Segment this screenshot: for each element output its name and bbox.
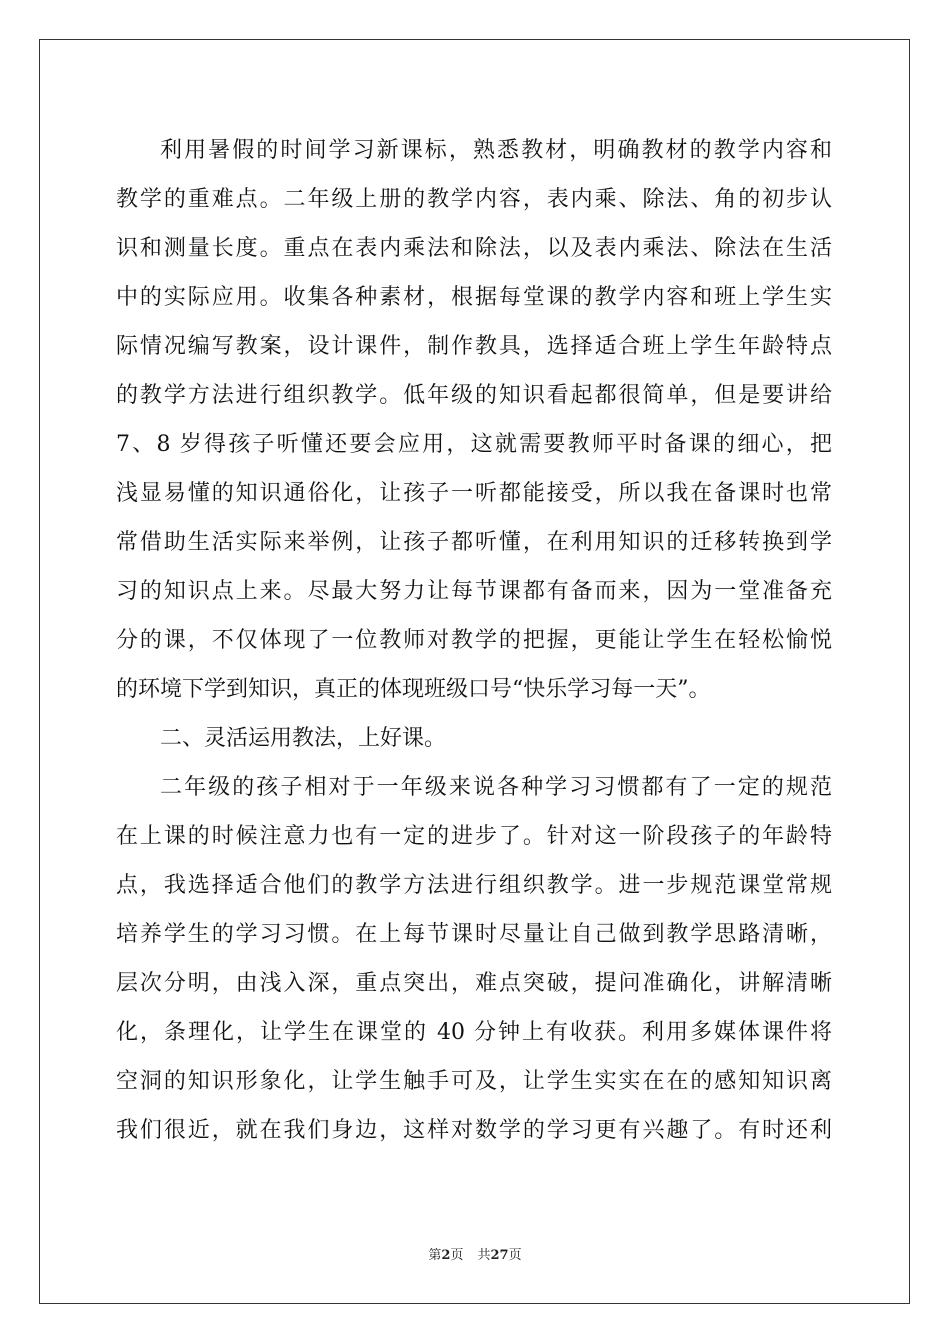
text-line: 中的实际应用。收集各种素材，根据每堂课的教学内容和班上学生实 (116, 285, 832, 310)
text-line: 空洞的知识形象化，让学生触手可及，让学生实实在在的感知知识离 (116, 1069, 832, 1094)
text-line: 的环境下学到知识，真正的体现班级口号“快乐学习每一天”。 (116, 677, 711, 702)
text-line: 我们很近，就在我们身边，这样对数学的学习更有兴趣了。有时还利 (116, 1118, 832, 1143)
page-prefix: 第 (428, 1248, 442, 1263)
text-line: 分的课，不仅体现了一位教师对教学的把握，更能让学生在轻松愉悦 (116, 628, 832, 653)
text-line: 的教学方法进行组织教学。低年级的知识看起都很简单，但是要讲给 (116, 383, 832, 408)
text-line: 在上课的时候注意力也有一定的进步了。针对这一阶段孩子的年龄特 (116, 824, 832, 849)
text-line: 化，条理化，让学生在课堂的 40 分钟上有收获。利用多媒体课件将 (116, 1020, 832, 1045)
page-suffix: 页 (450, 1248, 464, 1263)
text-line: 层次分明，由浅入深，重点突出，难点突破，提问准确化，讲解清晰 (116, 971, 832, 996)
text-line: 点，我选择适合他们的教学方法进行组织教学。进一步规范课堂常规 (116, 873, 832, 898)
page-current: 2 (441, 1248, 451, 1263)
text-line: 二年级的孩子相对于一年级来说各种学习习惯都有了一定的规范 (160, 775, 832, 800)
total-suffix: 页 (508, 1248, 522, 1263)
text-line: 常借助生活实际来举例，让孩子都听懂，在利用知识的迁移转换到学 (116, 530, 832, 555)
text-line: 识和测量长度。重点在表内乘法和除法，以及表内乘法、除法在生活 (116, 236, 832, 261)
text-line: 习的知识点上来。尽最大努力让每节课都有备而来，因为一堂准备充 (116, 579, 832, 604)
text-line: 浅显易懂的知识通俗化，让孩子一听都能接受，所以我在备课时也常 (116, 481, 832, 506)
text-line: 际情况编写教案，设计课件，制作教具，选择适合班上学生年龄特点 (116, 334, 832, 359)
text-line: 7、8 岁得孩子听懂还要会应用，这就需要教师平时备课的细心，把 (116, 432, 832, 457)
page-footer (0, 1247, 950, 1265)
section-heading: 二、灵活运用教法，上好课。 (160, 726, 447, 751)
page-total: 27 (490, 1248, 509, 1263)
text-line: 利用暑假的时间学习新课标，熟悉教材，明确教材的教学内容和 (160, 138, 832, 163)
total-prefix: 共 (477, 1248, 491, 1263)
text-line: 培养学生的学习习惯。在上每节课时尽量让自己做到教学思路清晰， (116, 922, 832, 947)
text-line: 教学的重难点。二年级上册的教学内容，表内乘、除法、角的初步认 (116, 187, 832, 212)
